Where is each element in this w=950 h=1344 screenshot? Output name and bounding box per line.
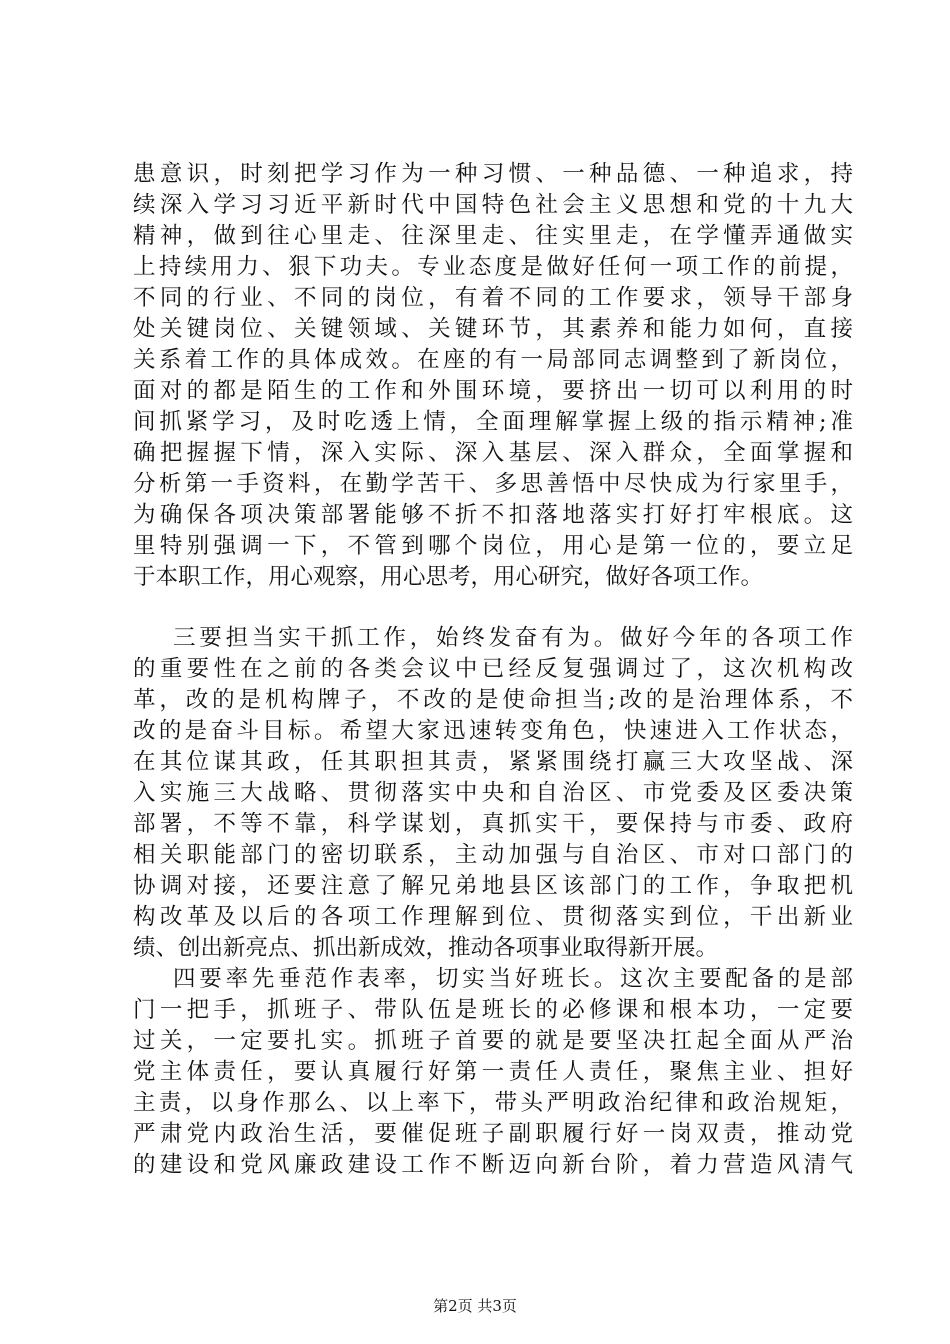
- text-line: 门一把手，抓班子、带队伍是班长的必修课和根本功，一定要: [133, 997, 853, 1023]
- text-line: 三要担当实干抓工作，始终发奋有为。做好今年的各项工作: [173, 625, 853, 651]
- text-line: 协调对接，还要注意了解兄弟地县区该部门的工作，争取把机: [133, 873, 853, 899]
- document-body: [133, 159, 853, 1181]
- text-line: 于本职工作，用心观察，用心思考，用心研究，做好各项工作。: [133, 564, 764, 590]
- text-line: 精神，做到往心里走、往深里走、往实里走，在学懂弄通做实: [133, 223, 853, 249]
- text-line: 面对的都是陌生的工作和外围环境，要挤出一切可以利用的时: [133, 378, 853, 404]
- text-line: 患意识，时刻把学习作为一种习惯、一种品德、一种追求，持: [133, 161, 853, 187]
- text-line: 的建设和党风廉政建设工作不断迈向新台阶，着力营造风清气: [133, 1152, 853, 1178]
- text-line: 的重要性在之前的各类会议中已经反复强调过了，这次机构改: [133, 656, 853, 682]
- text-line: 部署，不等不靠，科学谋划，真抓实干，要保持与市委、政府: [133, 811, 853, 837]
- text-line: 主责，以身作那么、以上率下，带头严明政治纪律和政治规矩，: [133, 1090, 853, 1116]
- text-line: 入实施三大战略、贯彻落实中央和自治区、市党委及区委决策: [133, 780, 853, 806]
- text-line: 革，改的是机构牌子，不改的是使命担当;改的是治理体系，不: [133, 687, 853, 713]
- paragraph-1: [133, 159, 853, 593]
- text-line: 改的是奋斗目标。希望大家迅速转变角色，快速进入工作状态，: [133, 718, 853, 744]
- text-line: 相关职能部门的密切联系，主动加强与自治区、市对口部门的: [133, 842, 853, 868]
- text-line: 确把握握下情，深入实际、深入基层、深入群众，全面掌握和: [133, 440, 853, 466]
- paragraph-3: [133, 964, 853, 1181]
- text-line: 分析第一手资料，在勤学苦干、多思善悟中尽快成为行家里手，: [133, 471, 853, 497]
- text-line: 为确保各项决策部署能够不折不扣落地落实打好打牢根底。这: [133, 502, 853, 528]
- paragraph-2: [133, 623, 853, 964]
- text-line: 间抓紧学习，及时吃透上情，全面理解掌握上级的指示精神;准: [133, 409, 853, 435]
- text-line: 不同的行业、不同的岗位，有着不同的工作要求，领导干部身: [133, 285, 853, 311]
- page-number-footer: 第2页 共3页: [433, 1297, 517, 1315]
- text-line: 里特别强调一下，不管到哪个岗位，用心是第一位的，要立足: [133, 533, 853, 559]
- text-line: 关系着工作的具体成效。在座的有一局部同志调整到了新岗位，: [133, 347, 853, 373]
- text-line: 上持续用力、狠下功夫。专业态度是做好任何一项工作的前提，: [133, 254, 853, 280]
- paragraph-spacer: [133, 593, 853, 623]
- text-line: 过关，一定要扎实。抓班子首要的就是要坚决扛起全面从严治: [133, 1028, 853, 1054]
- text-line: 严肃党内政治生活，要催促班子副职履行好一岗双责，推动党: [133, 1121, 853, 1147]
- text-line: 四要率先垂范作表率，切实当好班长。这次主要配备的是部: [173, 966, 853, 992]
- text-line: 绩、创出新亮点、抓出新成效，推动各项事业取得新开展。: [133, 935, 719, 961]
- text-line: 在其位谋其政，任其职担其责，紧紧围绕打赢三大攻坚战、深: [133, 749, 853, 775]
- text-line: 续深入学习习近平新时代中国特色社会主义思想和党的十九大: [133, 192, 853, 218]
- text-line: 党主体责任，要认真履行好第一责任人责任，聚焦主业、担好: [133, 1059, 853, 1085]
- text-line: 构改革及以后的各项工作理解到位、贯彻落实到位，干出新业: [133, 904, 853, 930]
- text-line: 处关键岗位、关键领域、关键环节，其素养和能力如何，直接: [133, 316, 853, 342]
